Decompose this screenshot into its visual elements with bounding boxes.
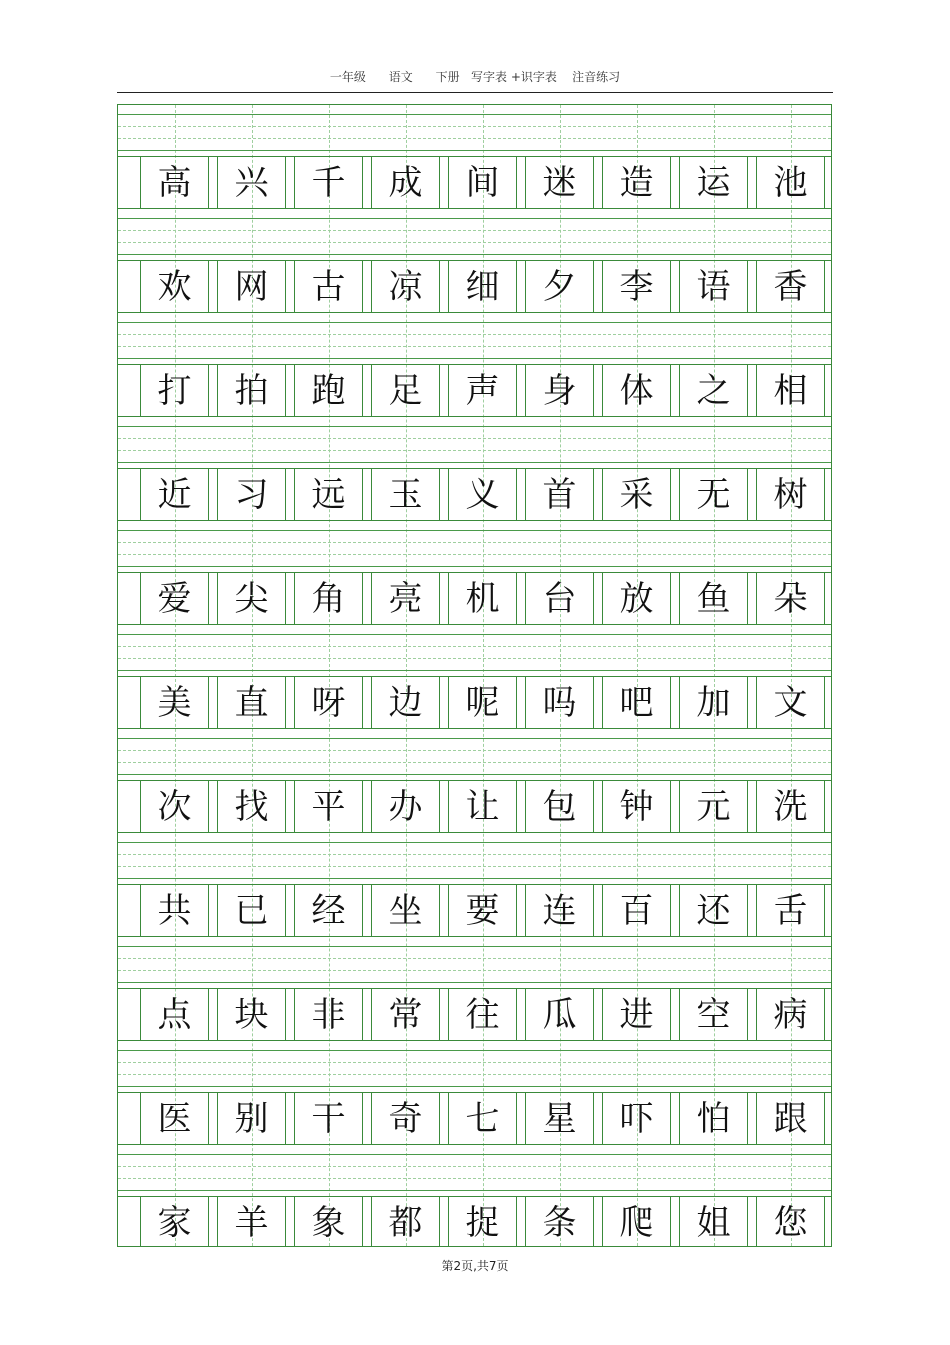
character-cell: 美: [140, 677, 209, 728]
character-cell: 平: [294, 781, 363, 832]
character-cell: 非: [294, 989, 363, 1040]
character-cell: 义: [448, 469, 517, 520]
pinyin-band: [118, 1145, 831, 1195]
pinyin-line: [118, 150, 831, 151]
character-cell: 找: [217, 781, 286, 832]
character-cell: 造: [602, 157, 671, 208]
pinyin-line: [118, 1178, 831, 1179]
character-cell: 池: [756, 157, 825, 208]
pinyin-band: [118, 833, 831, 883]
character-cell: 足: [371, 365, 440, 416]
character-cell: 打: [140, 365, 209, 416]
character-cell: 千: [294, 157, 363, 208]
pinyin-line: [118, 946, 831, 947]
pinyin-line: [118, 334, 831, 335]
grid-row: [118, 313, 831, 417]
pinyin-line: [118, 866, 831, 867]
pinyin-band: [118, 417, 831, 467]
grid-row: [118, 521, 831, 625]
grid-row: [118, 625, 831, 729]
grid-row: [118, 105, 831, 209]
character-cell: 空: [679, 989, 748, 1040]
pinyin-line: [118, 438, 831, 439]
pinyin-line: [118, 1190, 831, 1191]
grid-row: [118, 833, 831, 937]
character-cell: 医: [140, 1093, 209, 1144]
character-cell: 声: [448, 365, 517, 416]
character-cell: 之: [679, 365, 748, 416]
pinyin-line: [118, 762, 831, 763]
page-header: [117, 62, 833, 93]
page-footer: 第2页,共7页: [441, 1259, 509, 1273]
character-cell: 加: [679, 677, 748, 728]
character-cell: 间: [448, 157, 517, 208]
pinyin-line: [118, 1086, 831, 1087]
pinyin-line: [118, 450, 831, 451]
character-cell: 奇: [371, 1093, 440, 1144]
pinyin-line: [118, 878, 831, 879]
character-cell: 夕: [525, 261, 594, 312]
character-cell: 包: [525, 781, 594, 832]
character-cell: 星: [525, 1093, 594, 1144]
pinyin-line: [118, 1050, 831, 1051]
pinyin-line: [118, 114, 831, 115]
character-cell: 点: [140, 989, 209, 1040]
character-cell: 经: [294, 885, 363, 936]
character-cell: 首: [525, 469, 594, 520]
character-cell: 别: [217, 1093, 286, 1144]
character-cell: 迷: [525, 157, 594, 208]
character-band: [118, 676, 831, 729]
pinyin-band: [118, 521, 831, 571]
character-cell: 跑: [294, 365, 363, 416]
header-title: 一年级 语文 下册 写字表 +识字表 注音练习: [329, 70, 621, 84]
pinyin-line: [118, 242, 831, 243]
character-band: [118, 260, 831, 313]
character-cell: 钟: [602, 781, 671, 832]
character-cell: 呀: [294, 677, 363, 728]
character-band: [118, 1196, 831, 1247]
character-cell: 捉: [448, 1197, 517, 1247]
character-band: [118, 884, 831, 937]
character-cell: 网: [217, 261, 286, 312]
pinyin-line: [118, 634, 831, 635]
character-cell: 尖: [217, 573, 286, 624]
character-cell: 羊: [217, 1197, 286, 1247]
character-cell: 直: [217, 677, 286, 728]
character-cell: 呢: [448, 677, 517, 728]
character-cell: 常: [371, 989, 440, 1040]
character-cell: 元: [679, 781, 748, 832]
character-cell: 干: [294, 1093, 363, 1144]
character-band: [118, 1092, 831, 1145]
character-cell: 吧: [602, 677, 671, 728]
character-cell: 亮: [371, 573, 440, 624]
pinyin-line: [118, 530, 831, 531]
character-cell: 树: [756, 469, 825, 520]
character-band: [118, 780, 831, 833]
character-cell: 爱: [140, 573, 209, 624]
pinyin-band: [118, 313, 831, 363]
character-cell: 文: [756, 677, 825, 728]
character-cell: 采: [602, 469, 671, 520]
pinyin-line: [118, 970, 831, 971]
character-cell: 进: [602, 989, 671, 1040]
character-cell: 还: [679, 885, 748, 936]
pinyin-band: [118, 937, 831, 987]
pinyin-line: [118, 358, 831, 359]
character-cell: 李: [602, 261, 671, 312]
character-band: [118, 156, 831, 209]
pinyin-line: [118, 218, 831, 219]
pinyin-line: [118, 646, 831, 647]
character-cell: 共: [140, 885, 209, 936]
character-cell: 您: [756, 1197, 825, 1247]
grid-row: [118, 209, 831, 313]
pinyin-line: [118, 462, 831, 463]
character-cell: 洗: [756, 781, 825, 832]
character-cell: 语: [679, 261, 748, 312]
pinyin-line: [118, 1062, 831, 1063]
character-cell: 家: [140, 1197, 209, 1247]
grid-row: [118, 1041, 831, 1145]
character-band: [118, 364, 831, 417]
character-cell: 病: [756, 989, 825, 1040]
character-cell: 块: [217, 989, 286, 1040]
pinyin-line: [118, 738, 831, 739]
pinyin-line: [118, 958, 831, 959]
character-cell: 条: [525, 1197, 594, 1247]
character-cell: 姐: [679, 1197, 748, 1247]
writing-grid: [117, 104, 832, 1247]
character-cell: 瓜: [525, 989, 594, 1040]
character-cell: 无: [679, 469, 748, 520]
character-cell: 近: [140, 469, 209, 520]
character-cell: 远: [294, 469, 363, 520]
character-cell: 细: [448, 261, 517, 312]
pinyin-line: [118, 1154, 831, 1155]
character-cell: 玉: [371, 469, 440, 520]
pinyin-line: [118, 1166, 831, 1167]
pinyin-line: [118, 982, 831, 983]
character-cell: 凉: [371, 261, 440, 312]
pinyin-line: [118, 750, 831, 751]
character-cell: 怕: [679, 1093, 748, 1144]
pinyin-line: [118, 842, 831, 843]
character-cell: 身: [525, 365, 594, 416]
pinyin-line: [118, 554, 831, 555]
pinyin-line: [118, 426, 831, 427]
character-cell: 吗: [525, 677, 594, 728]
pinyin-line: [118, 138, 831, 139]
character-cell: 高: [140, 157, 209, 208]
character-cell: 朵: [756, 573, 825, 624]
character-cell: 象: [294, 1197, 363, 1247]
character-cell: 七: [448, 1093, 517, 1144]
character-cell: 相: [756, 365, 825, 416]
pinyin-line: [118, 346, 831, 347]
character-cell: 体: [602, 365, 671, 416]
character-cell: 百: [602, 885, 671, 936]
character-cell: 舌: [756, 885, 825, 936]
character-cell: 已: [217, 885, 286, 936]
character-cell: 让: [448, 781, 517, 832]
character-cell: 古: [294, 261, 363, 312]
character-cell: 办: [371, 781, 440, 832]
character-cell: 边: [371, 677, 440, 728]
character-band: [118, 468, 831, 521]
pinyin-line: [118, 542, 831, 543]
pinyin-line: [118, 566, 831, 567]
pinyin-line: [118, 670, 831, 671]
character-band: [118, 988, 831, 1041]
character-cell: 坐: [371, 885, 440, 936]
pinyin-line: [118, 254, 831, 255]
grid-row: [118, 1145, 831, 1247]
character-cell: 拍: [217, 365, 286, 416]
character-cell: 兴: [217, 157, 286, 208]
character-cell: 都: [371, 1197, 440, 1247]
grid-row: [118, 937, 831, 1041]
pinyin-band: [118, 105, 831, 155]
pinyin-line: [118, 1074, 831, 1075]
character-cell: 香: [756, 261, 825, 312]
pinyin-line: [118, 658, 831, 659]
grid-row: [118, 417, 831, 521]
character-cell: 跟: [756, 1093, 825, 1144]
grid-row: [118, 729, 831, 833]
character-band: [118, 572, 831, 625]
character-cell: 连: [525, 885, 594, 936]
character-cell: 往: [448, 989, 517, 1040]
character-cell: 要: [448, 885, 517, 936]
character-cell: 欢: [140, 261, 209, 312]
pinyin-line: [118, 774, 831, 775]
character-cell: 放: [602, 573, 671, 624]
pinyin-band: [118, 1041, 831, 1091]
character-cell: 角: [294, 573, 363, 624]
pinyin-band: [118, 209, 831, 259]
character-cell: 鱼: [679, 573, 748, 624]
character-cell: 运: [679, 157, 748, 208]
character-cell: 台: [525, 573, 594, 624]
character-cell: 吓: [602, 1093, 671, 1144]
pinyin-line: [118, 230, 831, 231]
character-cell: 习: [217, 469, 286, 520]
pinyin-line: [118, 322, 831, 323]
character-cell: 成: [371, 157, 440, 208]
pinyin-line: [118, 126, 831, 127]
character-cell: 机: [448, 573, 517, 624]
character-cell: 爬: [602, 1197, 671, 1247]
pinyin-line: [118, 854, 831, 855]
character-cell: 次: [140, 781, 209, 832]
pinyin-band: [118, 729, 831, 779]
pinyin-band: [118, 625, 831, 675]
